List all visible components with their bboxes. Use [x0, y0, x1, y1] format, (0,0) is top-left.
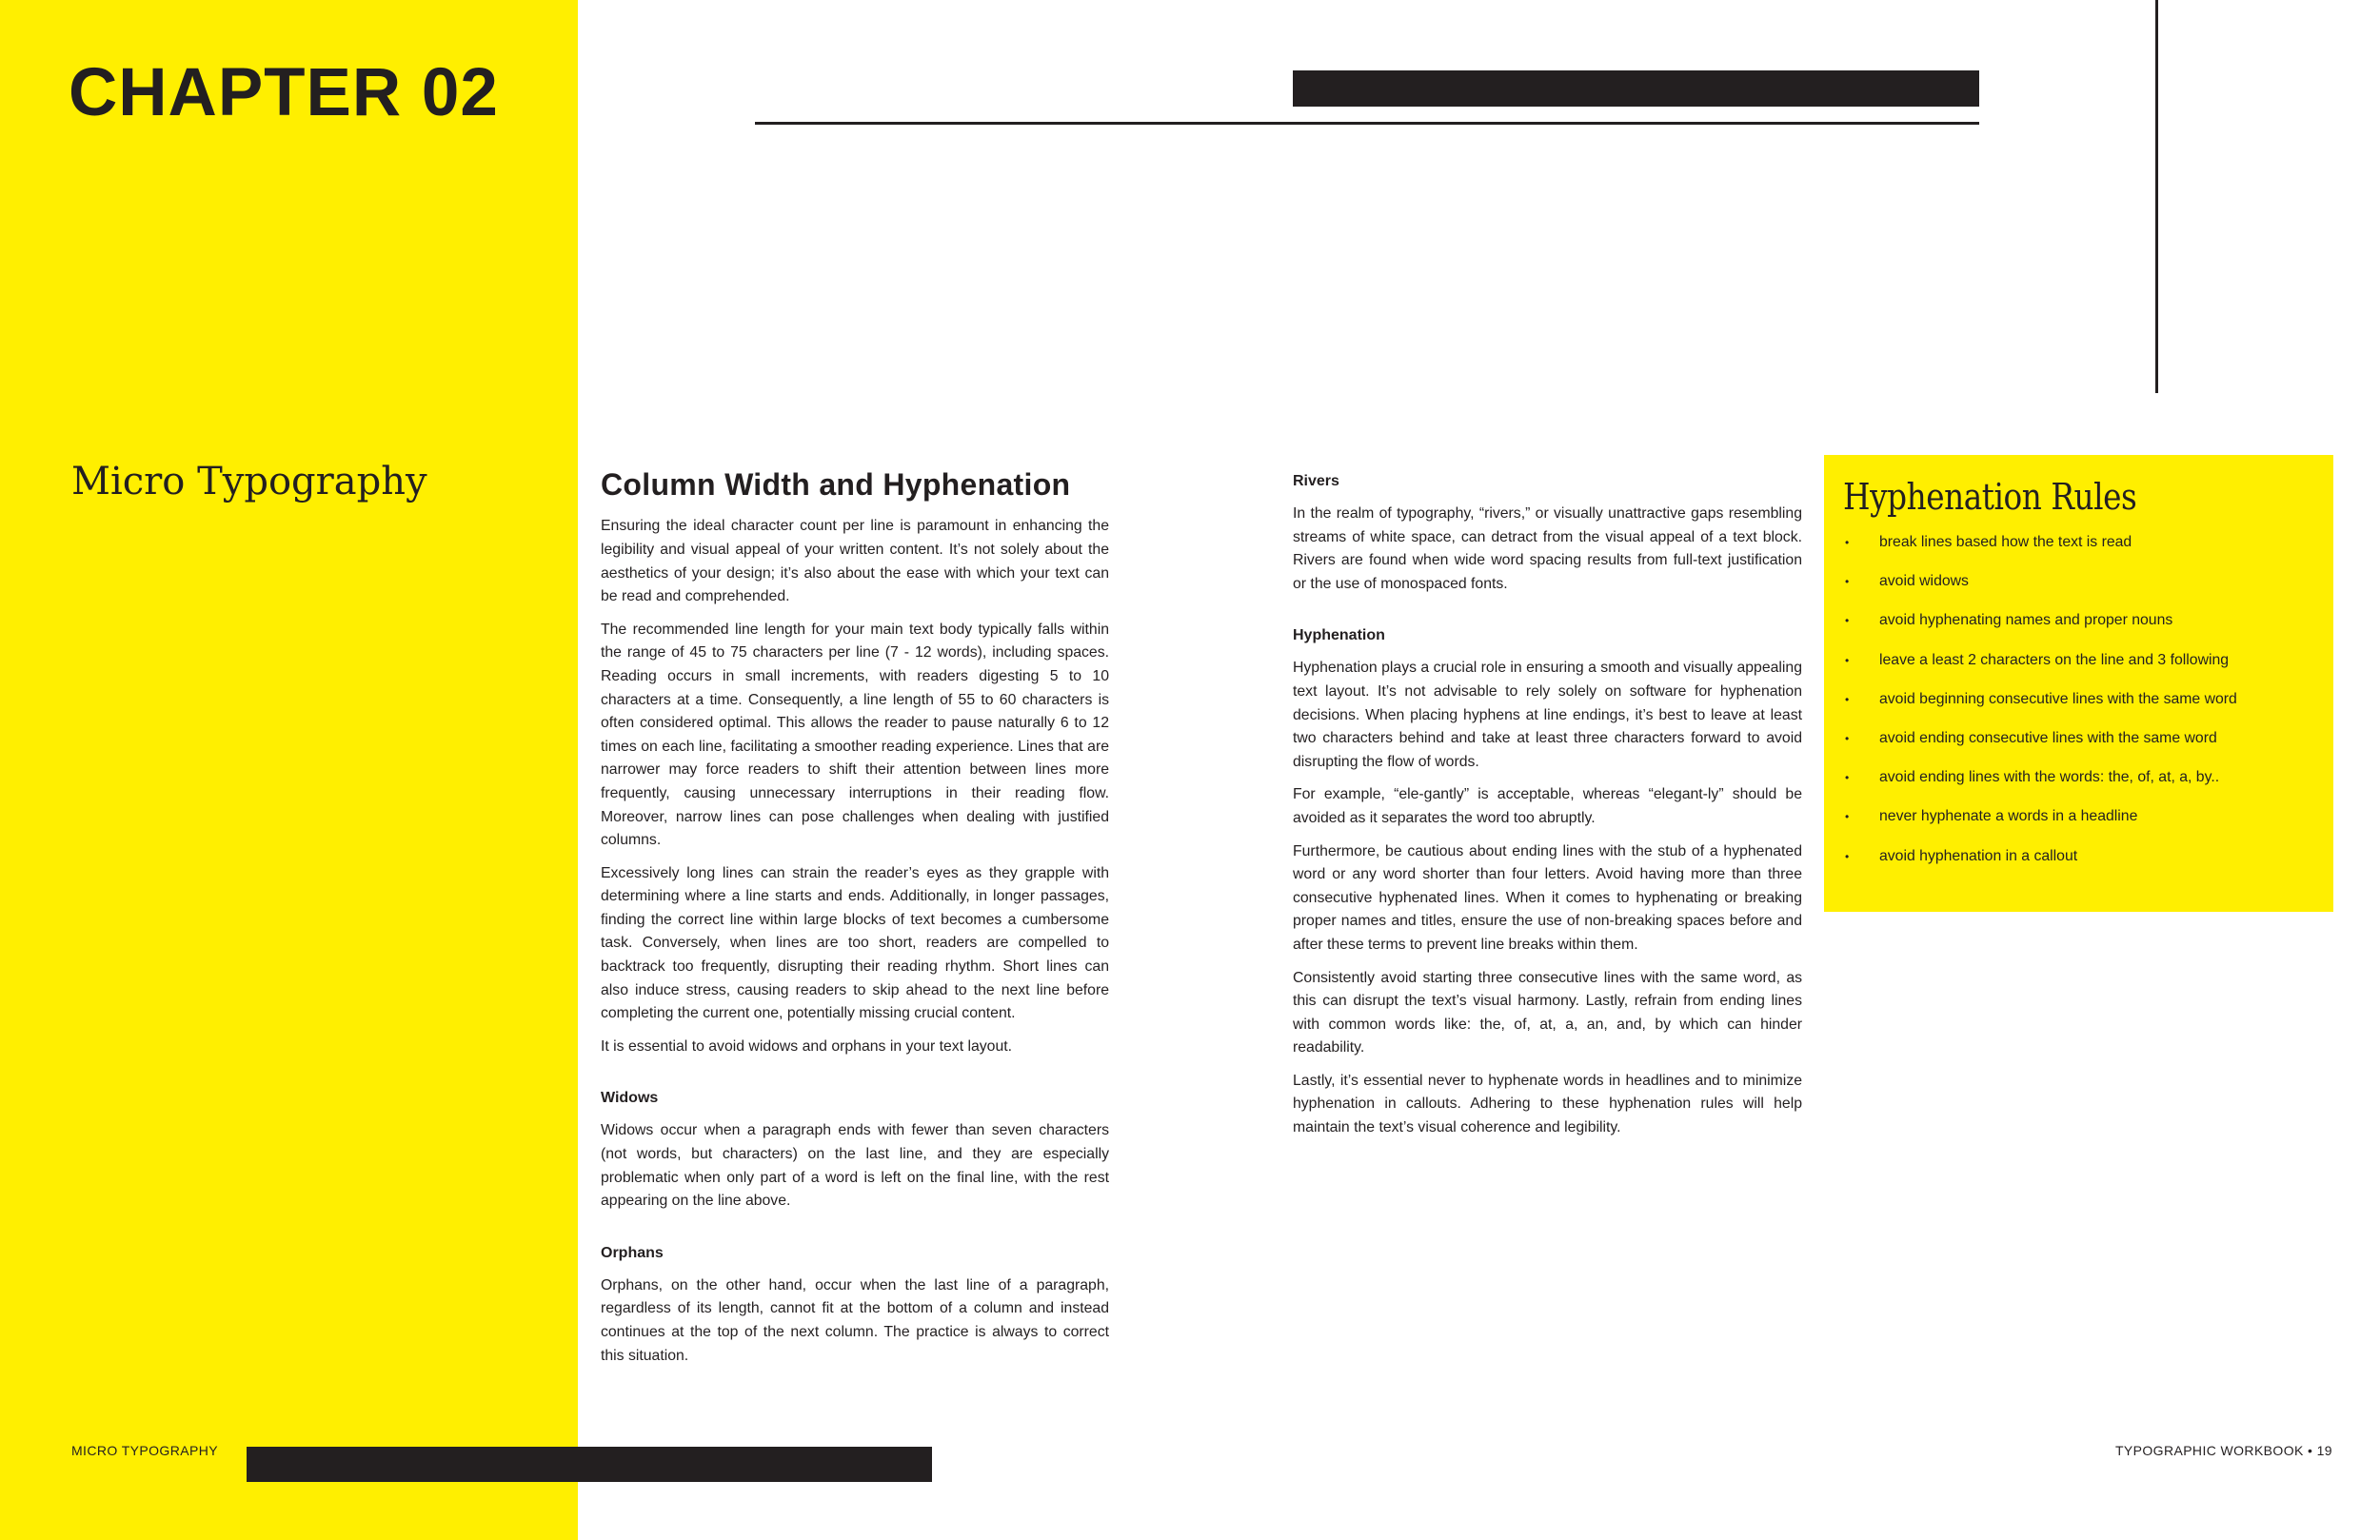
- top-black-bar: [1293, 70, 1979, 107]
- hyphenation-rules-callout: [1824, 455, 2333, 912]
- paragraph: The recommended line length for your main text body typically falls within the range of 45 to 75 characters per line (7 - 12 words), including spaces. Reading occurs in small increments, with readers digesting 5 to 10 characters at a time. Consequently, a line length of 55 to 60 characters is often considered optimal. This allows the reader to pause naturally 6 to 12 times on each line, facilitating a smoother reading experience. Lines that are narrower may force readers to shift their attention between lines more frequently, causing unnecessary interruptions in their reading flow. Moreover, narrow lines can pose challenges when dealing with justified columns.: [601, 621, 1109, 849]
- paragraph: Excessively long lines can strain the reader’s eyes as they grapple with determining where a line starts and ends. Additionally, in longer passages, finding the correct line within large blocks of text becomes a cumbersome task. Conversely, when lines are too short, readers are compelled to backtrack too frequently, disrupting their reading rhythm. Short lines can also induce stress, causing readers to skip ahead to the next line before completing the current one, potentially missing crucial content.: [601, 864, 1109, 1022]
- column-1: [601, 466, 1109, 1377]
- footer-left-label: MICRO TYPOGRAPHY: [71, 1443, 218, 1458]
- callout-item: • avoid beginning consecutive lines with the same word: [1824, 690, 2333, 729]
- callout-item: • avoid hyphenation in a callout: [1824, 847, 2333, 886]
- callout-item: • avoid ending consecutive lines with the same word: [1824, 729, 2333, 768]
- widows-paragraph: Widows occur when a paragraph ends with fewer than seven characters (not words, but characters) on the last line, and they are especially problematic when only part of a word is left on the final line, with the rest appearing on the line above.: [601, 1122, 1109, 1210]
- paragraph: Lastly, it’s essential never to hyphenate words in headlines and to minimize hyphenation in callouts. Adhering to these hyphenation rules will help maintain the text’s visual coherence and legibility.: [1293, 1072, 1802, 1136]
- paragraph: Furthermore, be cautious about ending lines with the stub of a hyphenated word or any word shorter than four letters. Avoid having more than three consecutive hyphenated lines. When it comes to hyphenating or breaking proper names and titles, ensure the use of non-breaking spaces before and after these terms to prevent line breaks within them.: [1293, 842, 1802, 953]
- rivers-heading: Rivers: [1293, 473, 1339, 489]
- paragraph: Consistently avoid starting three consecutive lines with the same word, as this can disrupt the text’s visual harmony. Lastly, refrain from ending lines with common words like: the, of, at, a, an, and, by which can hinder readability.: [1293, 969, 1802, 1056]
- bottom-black-bar: [247, 1447, 932, 1482]
- callout-item: • break lines based how the text is read: [1824, 533, 2333, 572]
- chapter-title: CHAPTER 02: [69, 55, 499, 130]
- callout-item: • avoid ending lines with the words: the, of, at, a, by..: [1824, 768, 2333, 807]
- vertical-rule: [2155, 0, 2158, 393]
- callout-title: Hyphenation Rules: [1843, 476, 2137, 518]
- yellow-side-panel: [0, 0, 578, 1540]
- section-title: Micro Typography: [71, 460, 427, 503]
- callout-item: • avoid widows: [1824, 572, 2333, 611]
- orphans-heading: Orphans: [601, 1244, 664, 1261]
- orphans-paragraph: Orphans, on the other hand, occur when the last line of a paragraph, regardless of its length, cannot fit at the bottom of a column and instead continues at the top of the next column. The practice is always to correct this situation.: [601, 1276, 1109, 1364]
- paragraph: For example, “ele-gantly” is acceptable, whereas “elegant-ly” should be avoided as it separates the word too abruptly.: [1293, 786, 1802, 826]
- paragraph: Hyphenation plays a crucial role in ensuring a smooth and visually appealing text layout. It’s not advisable to rely solely on software for hyphenation decisions. When placing hyphens at line endings, it’s best to leave at least two characters behind and take at least three characters forward to avoid disrupting the flow of words.: [1293, 660, 1802, 770]
- top-horizontal-rule: [755, 122, 1979, 125]
- callout-item: • avoid hyphenating names and proper nouns: [1824, 611, 2333, 650]
- column-heading: Column Width and Hyphenation: [601, 467, 1071, 502]
- column-2: [1293, 470, 1802, 1150]
- widows-heading: Widows: [601, 1090, 659, 1107]
- callout-item: • never hyphenate a words in a headline: [1824, 807, 2333, 846]
- paragraph: Ensuring the ideal character count per line is paramount in enhancing the legibility and visual appeal of your written content. It’s not solely about the aesthetics of your design; it’s also about the ease with which your text can be read and comprehended.: [601, 518, 1109, 605]
- rivers-paragraph: In the realm of typography, “rivers,” or visually unattractive gaps resembling streams of white space, can detract from the visual appeal of a text block. Rivers are found when wide word spacing results from full-text justification or the use of monospaced fonts.: [1293, 505, 1802, 592]
- callout-list: [1824, 533, 2333, 886]
- callout-item: • leave a least 2 characters on the line and 3 following: [1824, 651, 2333, 690]
- hyphenation-heading: Hyphenation: [1293, 627, 1385, 644]
- footer-page-number: TYPOGRAPHIC WORKBOOK • 19: [2114, 1443, 2332, 1458]
- paragraph: It is essential to avoid widows and orphans in your text layout.: [601, 1037, 1013, 1055]
